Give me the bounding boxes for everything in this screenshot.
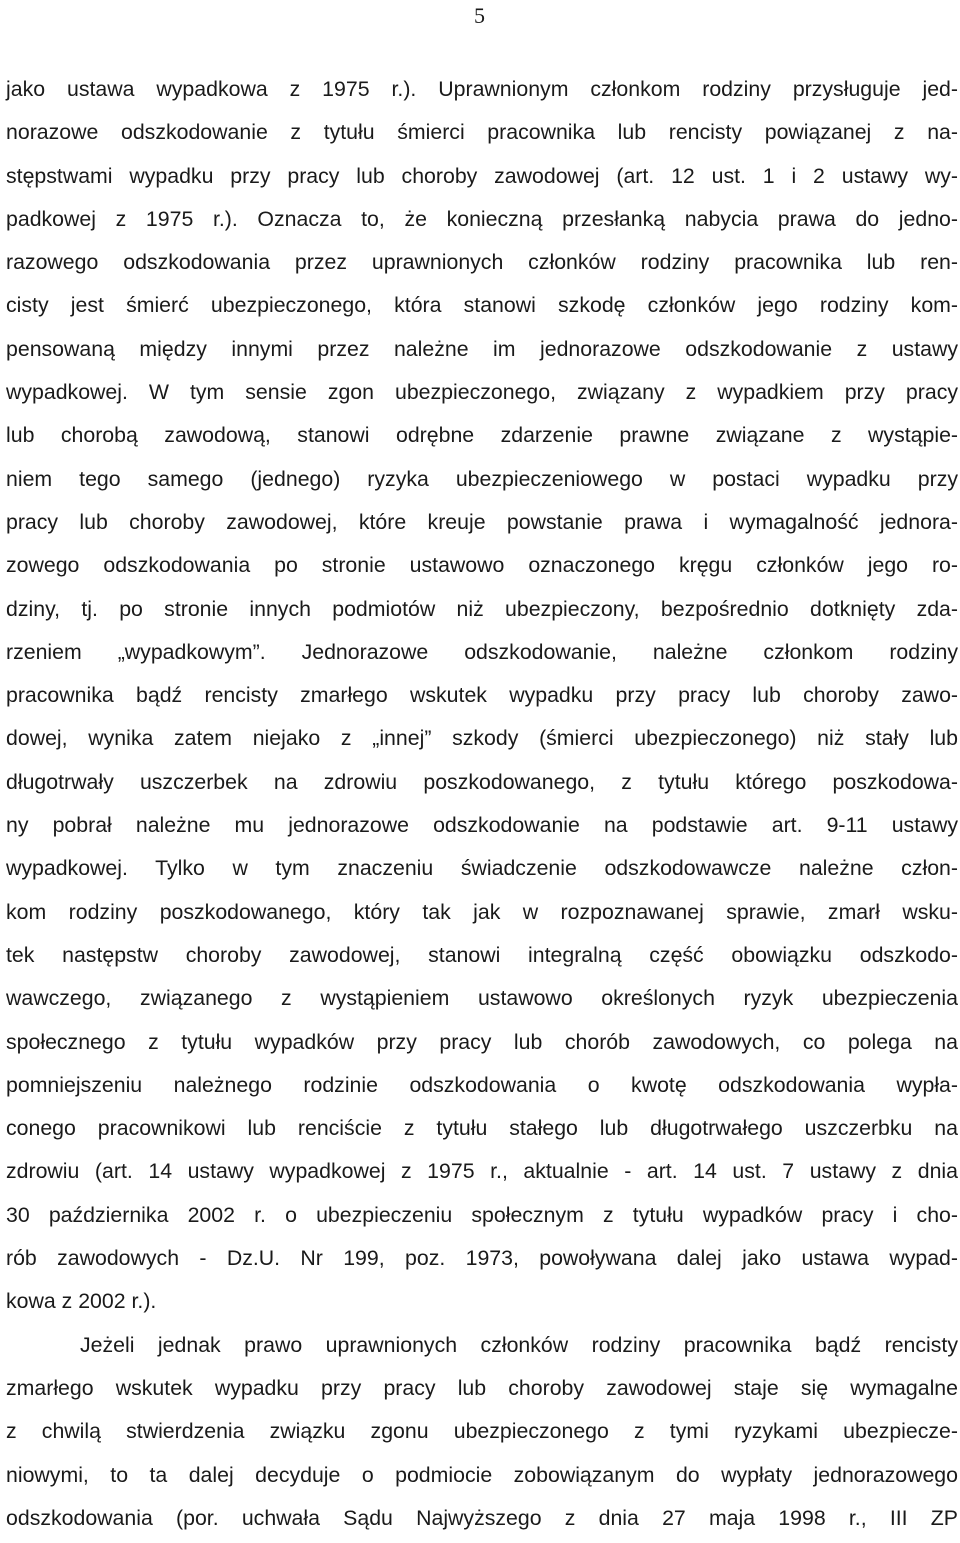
text-line: wawczego, związanego z wystąpieniem ustawowo określonych ryzyk ubezpieczenia — [6, 986, 958, 1011]
text-line: dziny, tj. po stronie innych podmiotów niż ubezpieczony, bezpośrednio dotknięty zda- — [6, 596, 958, 621]
text-line: 30 października 2002 r. o ubezpieczeniu społecznym z tytułu wypadków pracy i cho- — [6, 1202, 958, 1227]
text-line: norazowe odszkodowanie z tytułu śmierci pracownika lub rencisty powiązanej z na- — [6, 120, 958, 145]
text-line: rzeniem „wypadkowym”. Jednorazowe odszkodowanie, należne członkom rodziny — [6, 639, 958, 664]
text-line: kowa z 2002 r.). — [6, 1289, 157, 1314]
text-line: razowego odszkodowania przez uprawnionych członków rodziny pracownika lub ren- — [6, 250, 958, 275]
text-line: zdrowiu (art. 14 ustawy wypadkowej z 1975 r., aktualnie - art. 14 ust. 7 ustawy z dnia — [6, 1159, 958, 1184]
text-line: społecznego z tytułu wypadków przy pracy lub chorób zawodowych, co polega na — [6, 1029, 958, 1054]
document-body-text — [6, 71, 958, 1543]
text-line: tek następstw choroby zawodowej, stanowi integralną część obowiązku odszkodo- — [6, 942, 958, 967]
text-line: pracownika bądź rencisty zmarłego wskutek wypadku przy pracy lub choroby zawo- — [6, 683, 958, 708]
text-line: pracy lub choroby zawodowej, które kreuje powstanie prawa i wymagalność jednora- — [6, 509, 958, 534]
text-line: z chwilą stwierdzenia związku zgonu ubezpieczonego z tymi ryzykami ubezpiecze- — [6, 1419, 958, 1444]
text-line: wypadkowej. Tylko w tym znaczeniu świadczenie odszkodowawcze należne człon- — [6, 856, 958, 881]
text-line: pensowaną między innymi przez należne im jednorazowe odszkodowanie z ustawy — [6, 336, 958, 361]
text-line: jako ustawa wypadkowa z 1975 r.). Uprawnionym członkom rodziny przysługuje jed- — [6, 77, 958, 101]
text-line: cisty jest śmierć ubezpieczonego, która stanowi szkodę członków jego rodziny kom- — [6, 293, 958, 318]
text-line: stępstwami wypadku przy pracy lub choroby zawodowej (art. 12 ust. 1 i 2 ustawy wy- — [6, 163, 958, 188]
text-line: rób zawodowych - Dz.U. Nr 199, poz. 1973, powoływana dalej jako ustawa wypad- — [6, 1246, 958, 1271]
text-line: zmarłego wskutek wypadku przy pracy lub choroby zawodowej staje się wymagalne — [6, 1375, 958, 1400]
text-line: pomniejszeniu należnego rodzinie odszkodowania o kwotę odszkodowania wypła- — [6, 1072, 958, 1097]
text-line: niowymi, to ta dalej decyduje o podmiocie zobowiązanym do wypłaty jednorazowego — [6, 1462, 958, 1487]
text-line: padkowej z 1975 r.). Oznacza to, że konieczną przesłanką nabycia prawa do jedno- — [6, 206, 958, 231]
text-line: kom rodziny poszkodowanego, który tak jak w rozpoznawanej sprawie, zmarł wsku- — [6, 899, 958, 924]
text-line: długotrwały uszczerbek na zdrowiu poszkodowanego, z tytułu którego poszkodowa- — [6, 769, 958, 794]
text-line: niem tego samego (jednego) ryzyka ubezpieczeniowego w postaci wypadku przy — [6, 466, 958, 491]
text-line: wypadkowej. W tym sensie zgon ubezpieczonego, związany z wypadkiem przy pracy — [6, 380, 958, 405]
page-number: 5 — [474, 3, 485, 28]
text-line: odszkodowania (por. uchwała Sądu Najwyższego z dnia 27 maja 1998 r., III ZP — [6, 1505, 958, 1530]
text-line: lub chorobą zawodową, stanowi odrębne zdarzenie prawne związane z wystąpie- — [6, 423, 958, 448]
paragraph-first-line: Jeżeli jednak prawo uprawnionych członków rodziny pracownika bądź rencisty — [80, 1332, 958, 1357]
text-line: ny pobrał należne mu jednorazowe odszkodowanie na podstawie art. 9-11 ustawy — [6, 813, 958, 838]
text-line: conego pracownikowi lub renciście z tytułu stałego lub długotrwałego uszczerbku na — [6, 1116, 958, 1141]
text-line: dowej, wynika zatem niejako z „innej” szkody (śmierci ubezpieczonego) niż stały lub — [6, 726, 958, 751]
text-line: zowego odszkodowania po stronie ustawowo oznaczonego kręgu członków jego ro- — [6, 553, 958, 578]
